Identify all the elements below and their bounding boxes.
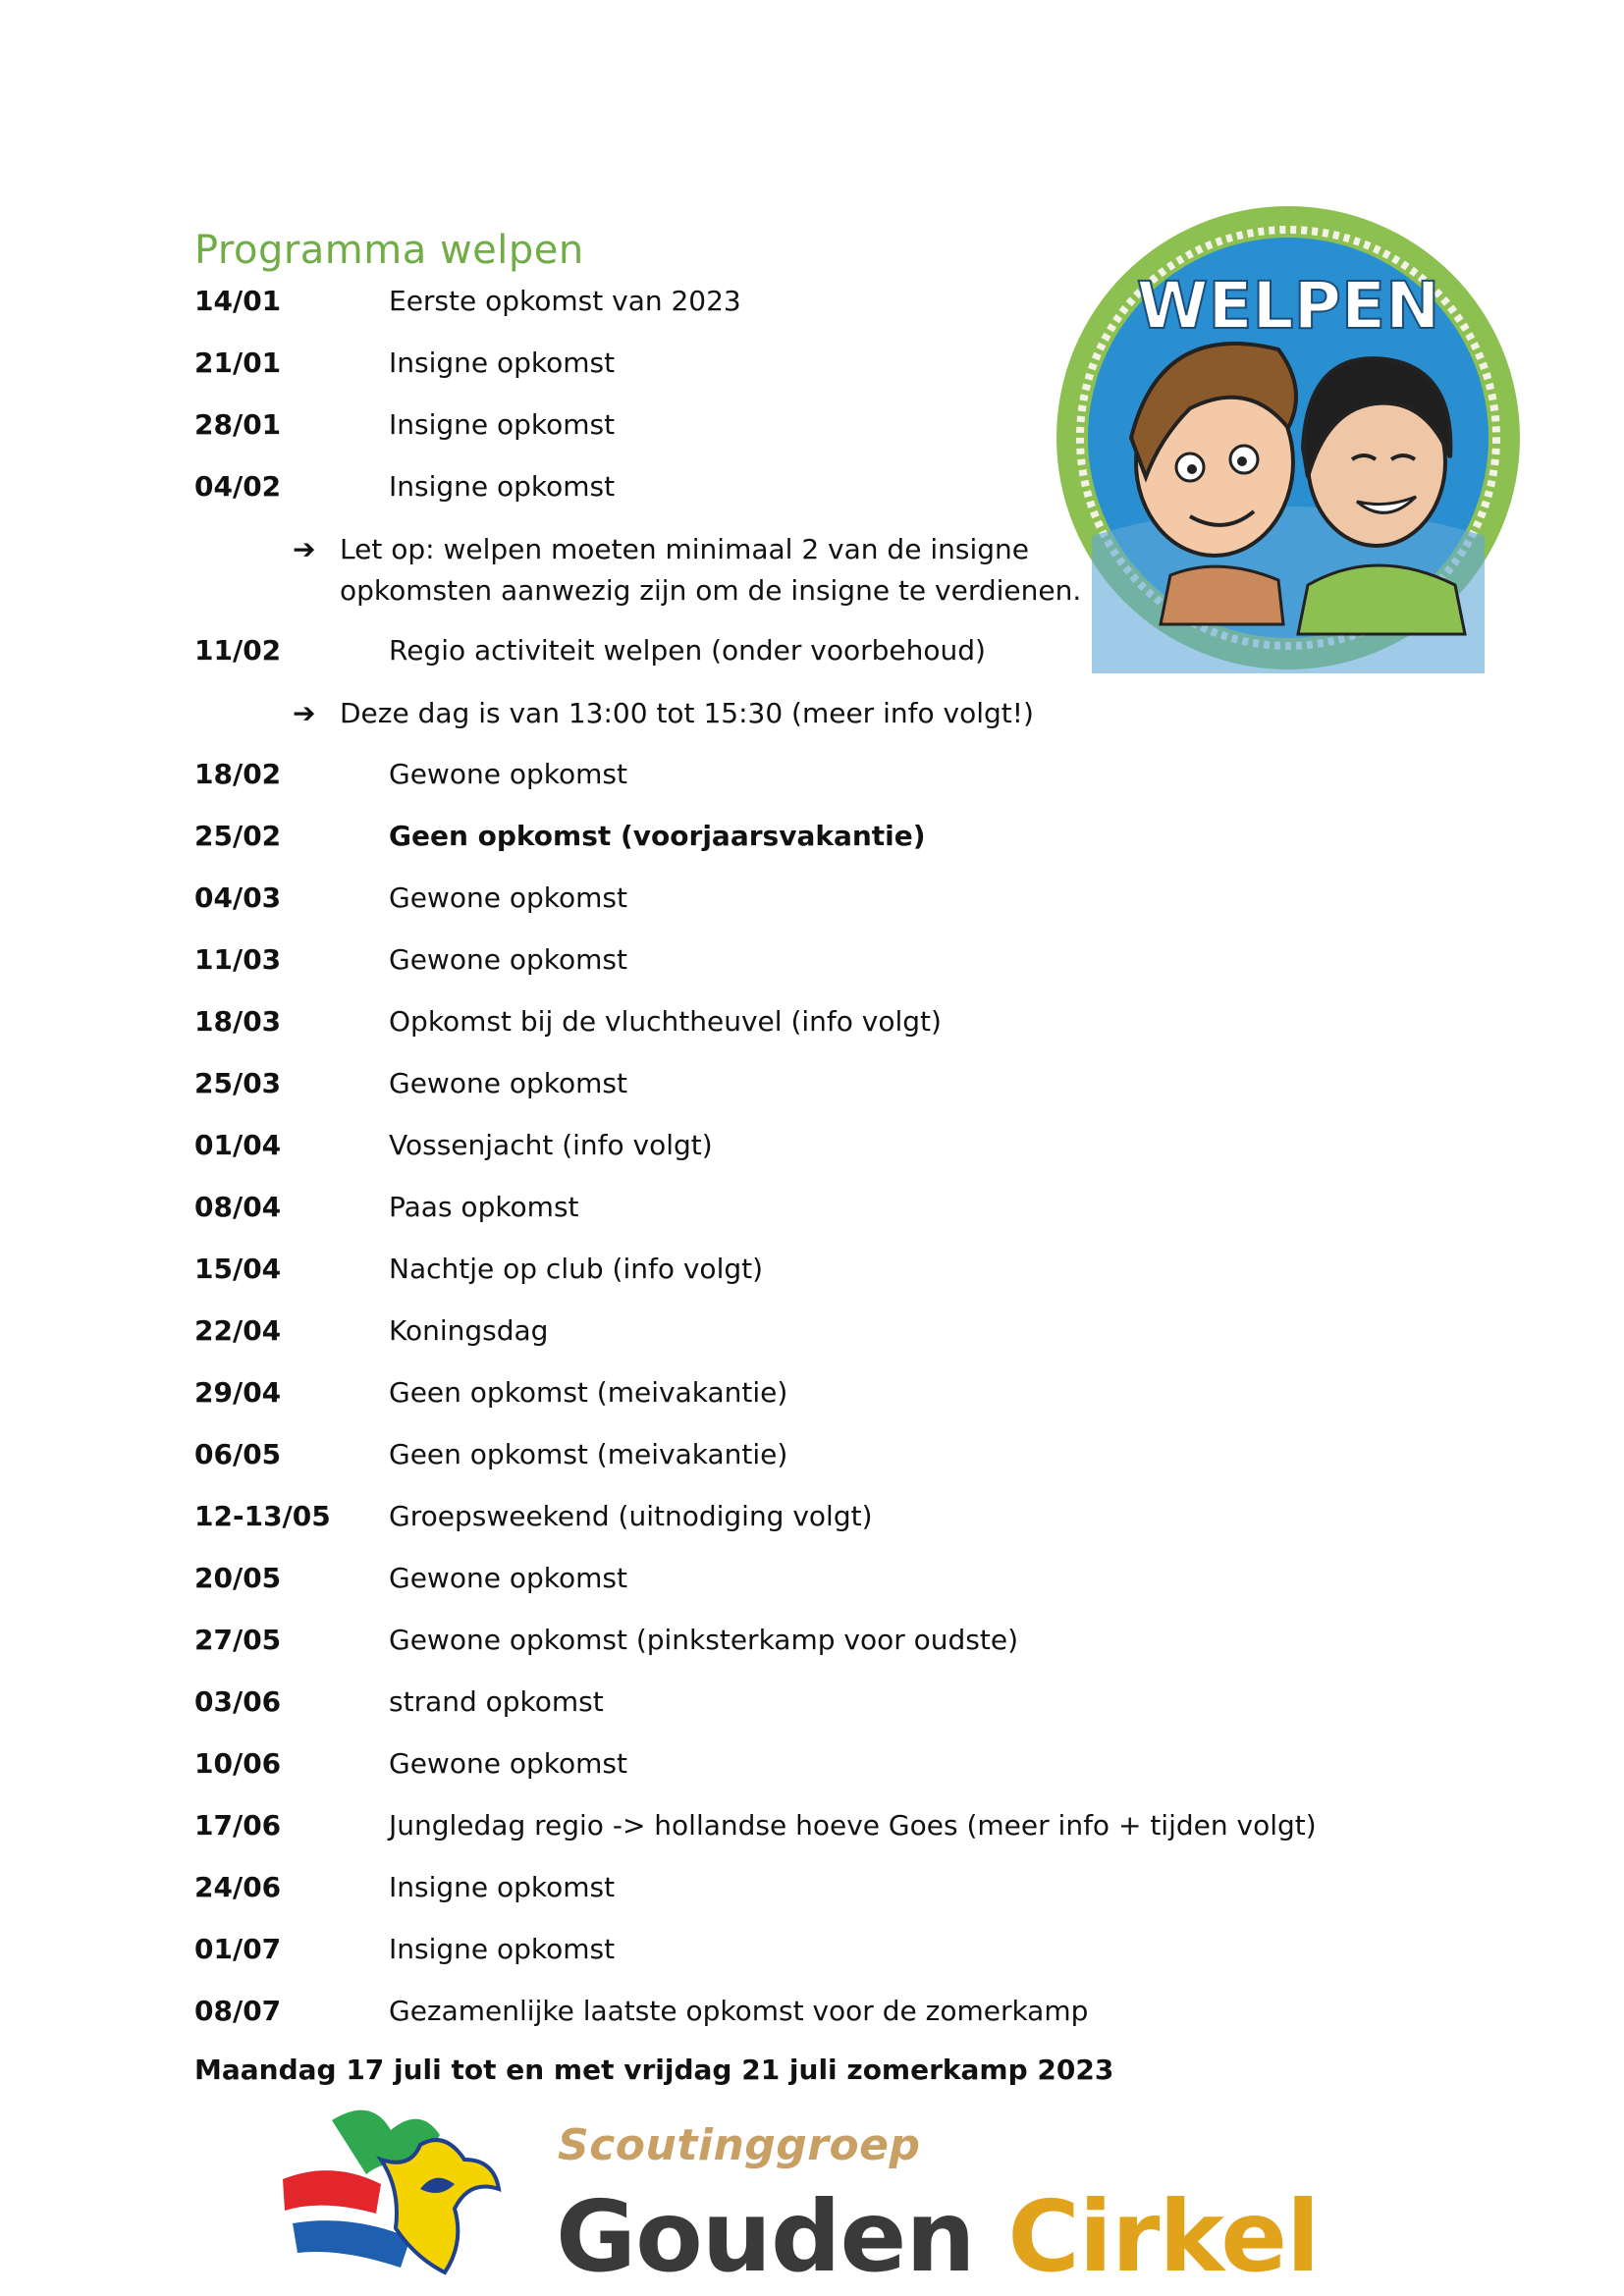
arrow-right-icon: ➔ — [293, 697, 316, 729]
schedule-desc: Insigne opkomst — [389, 347, 616, 379]
schedule-desc: Gewone opkomst (pinksterkamp voor oudste) — [389, 1624, 1019, 1656]
schedule-desc: Gewone opkomst — [389, 1067, 627, 1099]
schedule-date: 03/06 — [194, 1685, 282, 1718]
schedule-date: 04/03 — [194, 881, 282, 914]
schedule-desc: Gezamenlijke laatste opkomst voor de zomerkamp — [389, 1995, 1089, 2027]
schedule-desc: Geen opkomst (meivakantie) — [389, 1376, 788, 1409]
schedule-date: 15/04 — [194, 1253, 282, 1285]
schedule-date: 22/04 — [194, 1314, 282, 1347]
schedule-date: 10/06 — [194, 1747, 282, 1780]
note-line: opkomsten aanwezig zijn om de insigne te verdienen. — [340, 574, 1082, 607]
arrow-right-icon: ➔ — [293, 533, 316, 565]
page-title: Programma welpen — [194, 228, 584, 273]
schedule-date: 14/01 — [194, 285, 282, 317]
schedule-date: 11/02 — [194, 634, 282, 667]
schedule-date: 01/04 — [194, 1129, 282, 1161]
schedule-desc: Gewone opkomst — [389, 881, 627, 914]
schedule-desc: Opkomst bij de vluchtheuvel (info volgt) — [389, 1005, 942, 1038]
welpen-badge — [1053, 202, 1524, 673]
badge-label: WELPEN — [1136, 268, 1440, 344]
schedule-desc: Insigne opkomst — [389, 1871, 616, 1903]
schedule-desc: Vossenjacht (info volgt) — [389, 1129, 713, 1161]
schedule-desc: Geen opkomst (meivakantie) — [389, 1438, 788, 1470]
schedule-date: 24/06 — [194, 1871, 282, 1903]
schedule-date: 17/06 — [194, 1809, 282, 1842]
schedule-date: 08/07 — [194, 1995, 282, 2027]
schedule-date: 04/02 — [194, 470, 282, 503]
schedule-desc: Gewone opkomst — [389, 1747, 627, 1780]
schedule-date: 06/05 — [194, 1438, 282, 1470]
logo-name-part2: Cirkel — [1007, 2179, 1320, 2294]
schedule-date: 25/02 — [194, 820, 282, 852]
schedule-desc: strand opkomst — [389, 1685, 604, 1718]
schedule-desc: Geen opkomst (voorjaarsvakantie) — [389, 820, 926, 852]
logo-name — [556, 2179, 1319, 2294]
schedule-desc: Jungledag regio -> hollandse hoeve Goes (meer info + tijden volgt) — [389, 1809, 1317, 1842]
schedule-date: 01/07 — [194, 1933, 282, 1965]
schedule-desc: Regio activiteit welpen (onder voorbehoud) — [389, 634, 986, 667]
schedule-date: 25/03 — [194, 1067, 282, 1099]
schedule-date: 12-13/05 — [194, 1500, 331, 1532]
schedule-desc: Insigne opkomst — [389, 408, 616, 441]
schedule-desc: Nachtje op club (info volgt) — [389, 1253, 764, 1285]
schedule-desc: Koningsdag — [389, 1314, 549, 1347]
schedule-date: 27/05 — [194, 1624, 282, 1656]
schedule-desc: Insigne opkomst — [389, 470, 616, 503]
schedule-date: 18/02 — [194, 758, 282, 790]
schedule-date: 21/01 — [194, 347, 282, 379]
logo-subtitle: Scoutinggroep — [558, 2120, 921, 2170]
schedule-desc: Gewone opkomst — [389, 1562, 627, 1594]
schedule-desc: Gewone opkomst — [389, 943, 627, 976]
schedule-date: 29/04 — [194, 1376, 282, 1409]
schedule-desc: Paas opkomst — [389, 1191, 579, 1223]
summer-camp-note: Maandag 17 juli tot en met vrijdag 21 juli zomerkamp 2023 — [194, 2054, 1114, 2086]
logo-name-part1: Gouden — [556, 2179, 975, 2294]
schedule-date: 18/03 — [194, 1005, 282, 1038]
schedule-date: 20/05 — [194, 1562, 282, 1594]
schedule-date: 28/01 — [194, 408, 282, 441]
schedule-date: 08/04 — [194, 1191, 282, 1223]
note-line: Let op: welpen moeten minimaal 2 van de insigne — [340, 533, 1029, 565]
schedule-desc: Insigne opkomst — [389, 1933, 616, 1965]
schedule-desc: Gewone opkomst — [389, 758, 627, 790]
schedule-desc: Groepsweekend (uitnodiging volgt) — [389, 1500, 873, 1532]
schedule-date: 11/03 — [194, 943, 282, 976]
note-line: Deze dag is van 13:00 tot 15:30 (meer info volgt!) — [340, 697, 1034, 729]
scouting-lily-icon — [273, 2101, 528, 2287]
schedule-desc: Eerste opkomst van 2023 — [389, 285, 741, 317]
